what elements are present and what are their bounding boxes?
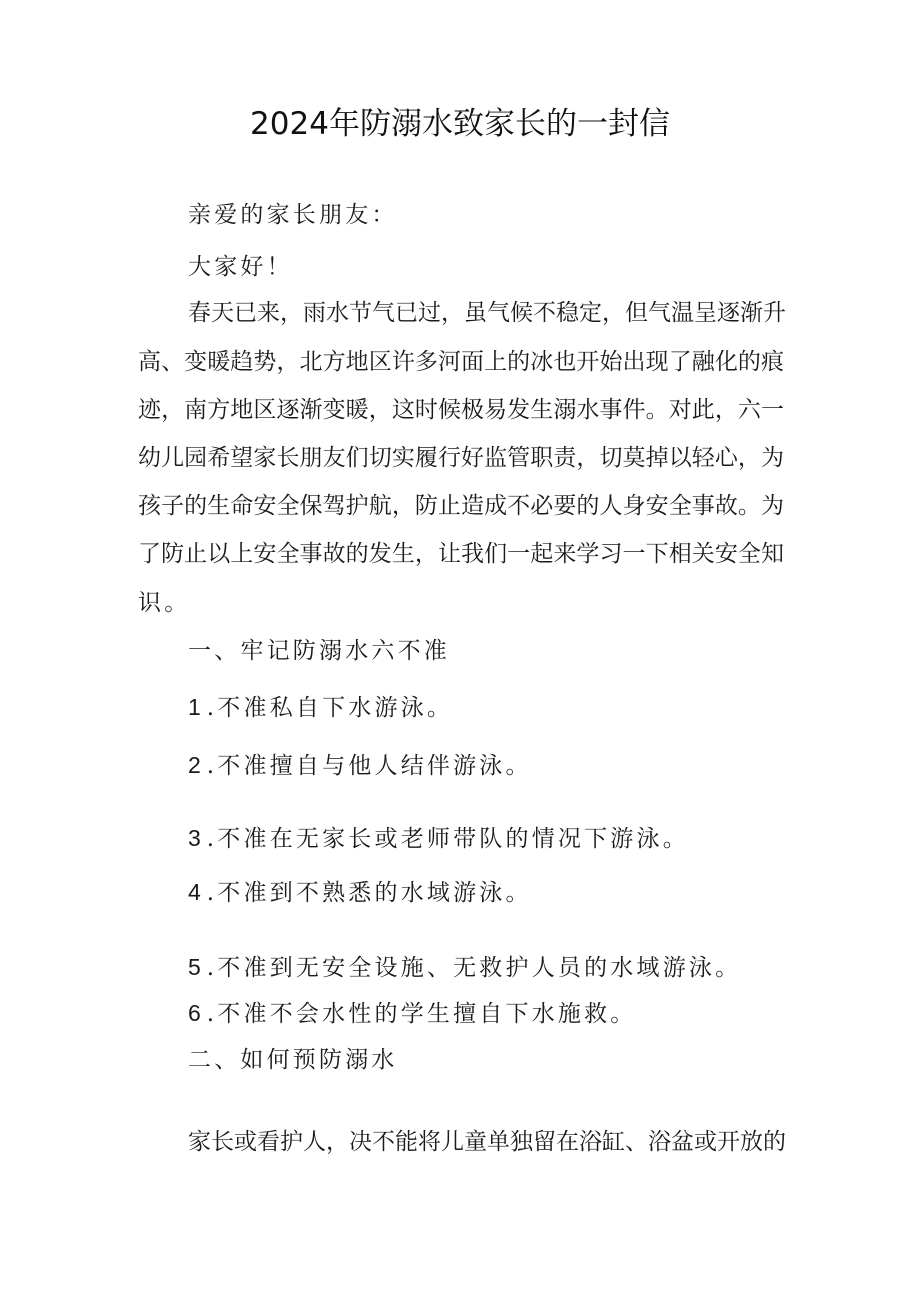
intro-line: 高、变暖趋势，北方地区许多河面上的冰也开始出现了融化的痕 — [138, 349, 784, 375]
intro-line: 春天已来，雨水节气已过，虽气候不稳定，但气温呈逐渐升 — [188, 300, 786, 326]
rule-text: .不准到无安全设施、无救护人员的水域游泳。 — [206, 955, 742, 981]
rule-text: .不准私自下水游泳。 — [206, 695, 454, 721]
rule-number: 5 — [188, 954, 201, 980]
rule-item — [188, 996, 838, 1031]
rule-item — [188, 748, 838, 783]
greeting: 大家好！ — [188, 254, 293, 280]
rule-item — [188, 950, 838, 985]
document-title: 2024年防溺水致家长的一封信 — [250, 106, 670, 142]
intro-line: 幼儿园希望家长朋友们切实履行好监管职责，切莫掉以轻心，为 — [138, 445, 784, 471]
rule-text: .不准擅自与他人结伴游泳。 — [206, 753, 532, 779]
rule-text: .不准到不熟悉的水域游泳。 — [206, 880, 532, 906]
rule-item — [188, 821, 838, 856]
rule-number: 2 — [188, 752, 201, 778]
section-heading: 一、牢记防溺水六不准 — [188, 638, 450, 664]
rule-number: 6 — [188, 1000, 201, 1026]
rule-number: 4 — [188, 879, 201, 905]
rule-number: 3 — [188, 825, 201, 851]
salutation: 亲爱的家长朋友： — [188, 202, 398, 228]
rule-number: 1 — [188, 694, 201, 720]
body-line: 家长或看护人，决不能将儿童单独留在浴缸、浴盆或开放的 — [188, 1129, 786, 1155]
intro-line: 孩子的生命安全保驾护航，防止造成不必要的人身安全事故。为 — [138, 493, 784, 519]
intro-line: 识。 — [138, 590, 191, 616]
intro-line: 迹，南方地区逐渐变暖，这时候极易发生溺水事件。对此，六一 — [138, 397, 784, 423]
section-heading: 二、如何预防溺水 — [188, 1047, 398, 1073]
rule-item — [188, 690, 838, 725]
rule-text: .不准不会水性的学生擅自下水施救。 — [206, 1001, 637, 1027]
intro-line: 了防止以上安全事故的发生，让我们一起来学习一下相关安全知 — [138, 541, 784, 567]
rule-item — [188, 875, 838, 910]
rule-text: .不准在无家长或老师带队的情况下游泳。 — [206, 826, 689, 852]
